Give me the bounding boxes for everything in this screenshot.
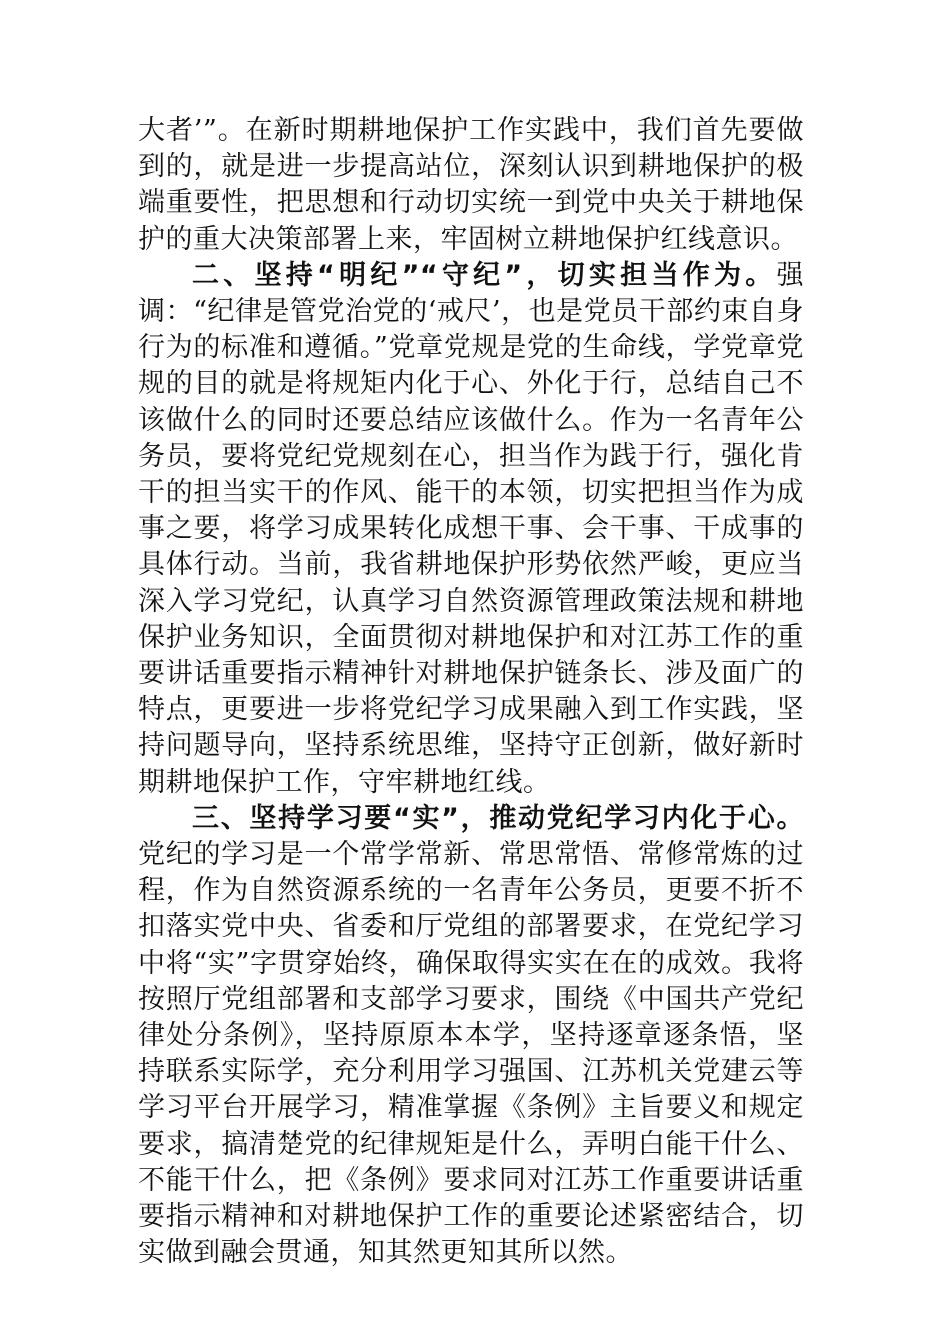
section-3-paragraph [138,801,804,1272]
section-2-heading: 二、坚持“明纪”“守纪”，切实担当作为。 [192,259,777,291]
section-3-body: 党纪的学习是一个常学常新、常思常悟、常修常炼的过程，作为自然资源系统的一名青年公务员，更要不折不扣落实党中央、省委和厅党组的部署要求，在党纪学习中将“实”字贯穿始终，确保取得实实在在的成效。我将按照厅党组部署和支部学习要求，围绕《中国共产党纪律处分条例》，坚持原原本本学，坚持逐章逐条悟，坚持联系实际学，充分利用学习强国、江苏机关党建云等学习平台开展学习，精准掌握《条例》主旨要义和规定要求，搞清楚党的纪律规矩是什么，弄明白能干什么、不能干什么，把《条例》要求同对江苏工作重要讲话重要指示精神和对耕地保护工作的重要论述紧密结合，切实做到融会贯通，知其然更知其所以然。 [138,839,804,1269]
document-page [138,113,804,1272]
section-2-paragraph [138,258,804,801]
section-2-body: 强调：“纪律是管党治党的‘戒尺’，也是党员干部约束自身行为的标准和遵循。”党章党规是党的生命线，学党章党规的目的就是将规矩内化于心、外化于行，总结自己不该做什么的同时还要总结应该做什么。作为一名青年公务员，要将党纪党规刻在心，担当作为践于行，强化肯干的担当实干的作风、能干的本领，切实把担当作为成事之要，将学习成果转化成想干事、会干事、干成事的具体行动。当前，我省耕地保护形势依然严峻，更应当深入学习党纪，认真学习自然资源管理政策法规和耕地保护业务知识，全面贯彻对耕地保护和对江苏工作的重要讲话重要指示精神针对耕地保护链条长、涉及面广的特点，更要进一步将党纪学习成果融入到工作实践，坚持问题导向，坚持系统思维，坚持守正创新，做好新时期耕地保护工作，守牢耕地红线。 [138,259,804,798]
section-3-heading: 三、坚持学习要“实”，推动党纪学习内化于心。 [192,802,804,834]
paragraph-continuation: 大者’”。在新时期耕地保护工作实践中，我们首先要做到的，就是进一步提高站位，深刻认识到耕地保护的极端重要性，把思想和行动切实统一到党中央关于耕地保护的重大决策部署上来，牢固树立耕地保护红线意识。 [138,115,804,255]
